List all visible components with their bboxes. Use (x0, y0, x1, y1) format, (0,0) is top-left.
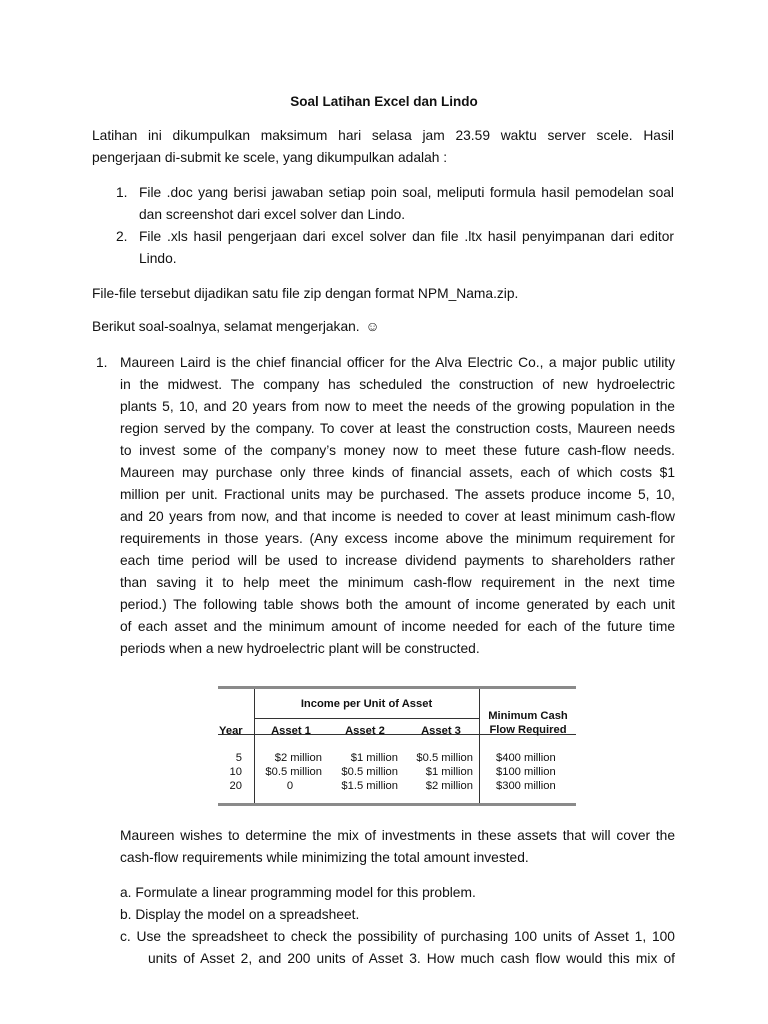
list-number: 2. (116, 229, 128, 244)
problem-line: than saving it to help meet the minimum cash-flow requirement in the next time (120, 575, 675, 590)
problem-line: million per unit. Fractional units may be purchased. The assets produce income 5, 10, (120, 487, 675, 502)
subitem-line: units of Asset 2, and 200 units of Asset 3. How much cash flow would this mix of (148, 951, 675, 966)
asset1-header: Asset 1 (271, 725, 311, 737)
problem-line: requirements in those years. (Any excess income above the minimum requirement for (120, 531, 675, 546)
list-item-line: File .xls hasil pengerjaan dari excel solver dan file .ltx hasil penyimpanan dari editor (139, 229, 674, 244)
subitem-c-continued (148, 948, 675, 970)
problem-number: 1. (96, 355, 108, 370)
list-item-line: Lindo. (139, 251, 177, 266)
asset1-cell: 0 (286, 780, 294, 792)
asset3-cell: $1 million (425, 766, 473, 778)
asset1-cell: $2 million (274, 752, 322, 764)
table-bottom-rule (218, 803, 576, 806)
problem-line: each time period will be used to increase dividend payments to shareholders rather (120, 553, 675, 568)
asset1-cell: $0.5 million (265, 766, 322, 778)
zip-note: File-file tersebut dijadikan satu file zip dengan format NPM_Nama.zip. (92, 286, 519, 301)
asset2-cell: $1.5 million (341, 780, 398, 792)
list-number: 1. (116, 185, 128, 200)
asset3-cell: $2 million (425, 780, 473, 792)
paragraph-line: Maureen wishes to determine the mix of investments in these assets that will cover the (120, 828, 675, 843)
year-cell: 5 (235, 752, 242, 764)
problem-line: region served by the company. To cover at least the construction costs, Maureen needs (120, 421, 675, 436)
problem-line: to invest some of the company’s money now to meet these future cash-flow needs. (120, 443, 675, 458)
year-header: Year (219, 725, 243, 737)
table-top-rule (218, 686, 576, 689)
greeting (92, 316, 380, 338)
document-title: Soal Latihan Excel dan Lindo (290, 94, 478, 109)
greeting-text: Berikut soal-soalnya, selamat mengerjakan. (92, 319, 360, 334)
problem-line: in the midwest. The company has scheduled the construction of new hydroelectric (120, 377, 675, 392)
min-header: Minimum Cash (488, 710, 568, 722)
asset2-cell: $1 million (350, 752, 398, 764)
intro-paragraph (92, 125, 674, 169)
problem-line: and 20 years from now, and that income is needed to cover at least minimum cash-flow (120, 509, 675, 524)
min-cell: $300 million (496, 780, 556, 792)
subitem-line: c. Use the spreadsheet to check the possibility of purchasing 100 units of Asset 1, 100 (120, 929, 675, 944)
asset3-header: Asset 3 (421, 725, 461, 737)
problem-body (120, 352, 675, 660)
intro-line: Latihan ini dikumpulkan maksimum hari selasa jam 23.59 waktu server scele. Hasil (92, 128, 674, 143)
list-item-line: dan screenshot dari excel solver dan Lindo. (139, 207, 406, 222)
asset2-cell: $0.5 million (341, 766, 398, 778)
problem-line: plants 5, 10, and 20 years from now to meet the needs of the growing population in the (120, 399, 675, 414)
min-header: Flow Required (489, 724, 567, 736)
after-table-paragraph (120, 825, 675, 869)
list-item (139, 182, 674, 226)
asset3-cell: $0.5 million (416, 752, 473, 764)
problem-line: period.) The following table shows both the amount of income generated by each unit (120, 597, 675, 612)
problem-line: of each asset and the minimum amount of income needed for each of the future time (120, 619, 675, 634)
year-cell: 10 (229, 766, 242, 778)
intro-line: pengerjaan di-submit ke scele, yang dikumpulkan adalah : (92, 150, 448, 165)
table-vline (479, 689, 480, 803)
year-cell: 20 (229, 780, 242, 792)
table-group-underline (254, 718, 479, 719)
problem-line: Maureen may purchase only three kinds of financial assets, each of which costs $1 (120, 465, 675, 480)
min-cell: $100 million (496, 766, 556, 778)
smiley-icon: ☺ (365, 319, 380, 334)
subitem-b: b. Display the model on a spreadsheet. (120, 907, 360, 922)
problem-line: Maureen Laird is the chief financial officer for the Alva Electric Co., a major public utility (120, 355, 675, 370)
list-item (139, 226, 674, 270)
group-header: Income per Unit of Asset (300, 698, 433, 710)
paragraph-line: cash-flow requirements while minimizing the total amount invested. (120, 850, 529, 865)
problem-line: periods when a new hydroelectric plant will be constructed. (120, 641, 480, 656)
income-table (218, 686, 576, 806)
list-item-line: File .doc yang berisi jawaban setiap poin soal, meliputi formula hasil pemodelan soal (139, 185, 674, 200)
min-cell: $400 million (496, 752, 556, 764)
asset2-header: Asset 2 (345, 725, 385, 737)
subitem-a: a. Formulate a linear programming model for this problem. (120, 885, 476, 900)
subitem-c (120, 926, 675, 948)
